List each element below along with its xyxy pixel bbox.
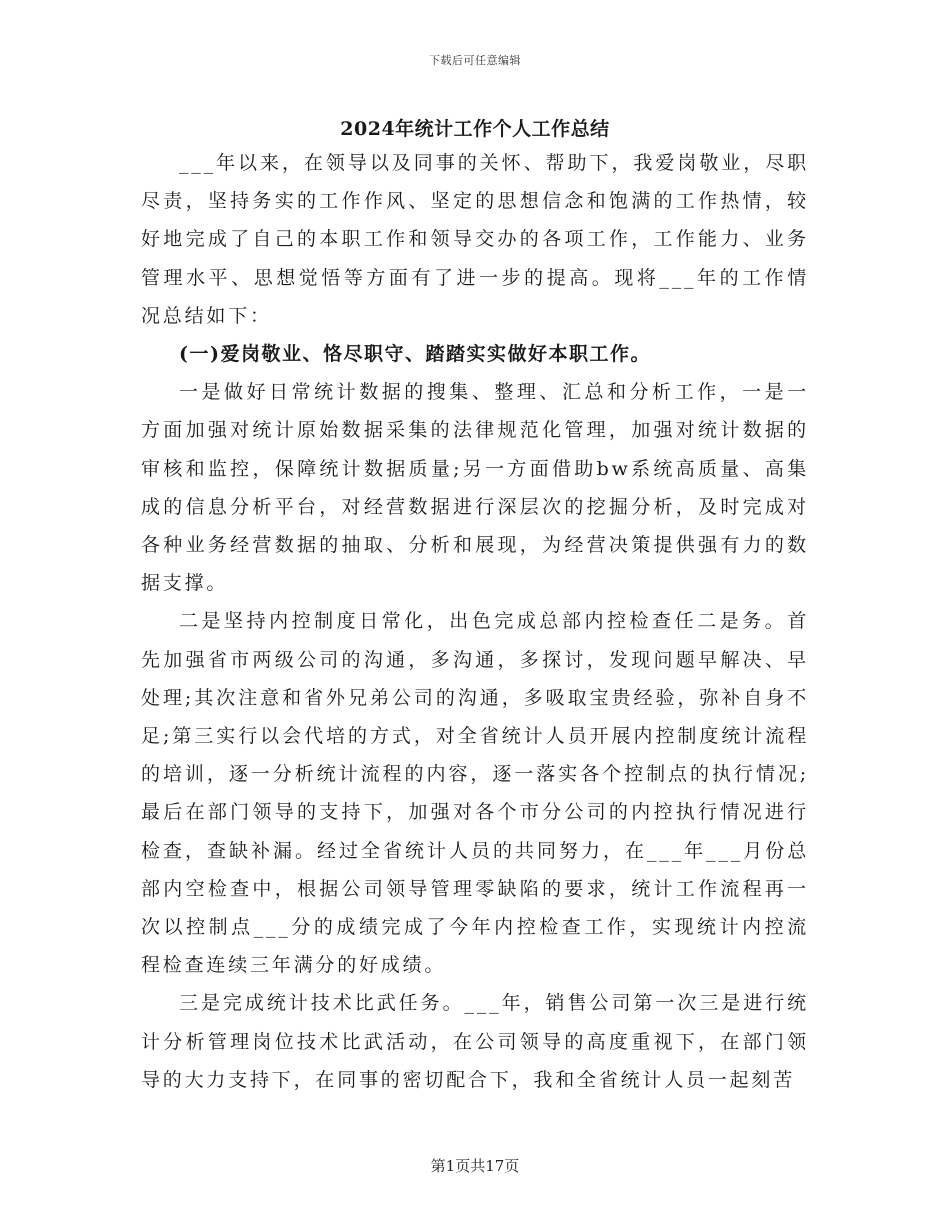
page-number: 第1页共17页 [430,1157,520,1175]
paragraph-intro: ___年以来，在领导以及同事的关怀、帮助下，我爱岗敬业，尽职尽责，坚持务实的工作作风、坚定的思想信念和饱满的工作热情，较好地完成了自己的本职工作和领导交办的各项工作，工作能力、业务管理水平、思想觉悟等方面有了进一步的提高。现将___年的工作情况总结如下： [141,152,809,327]
document-title: 2024年统计工作个人工作总结 [340,118,610,140]
section-heading-1: (一)爱岗敬业、恪尽职守、踏踏实实做好本职工作。 [179,343,651,366]
document-body [141,144,809,1099]
paragraph-item-1: 一是做好日常统计数据的搜集、整理、汇总和分析工作，一是一方面加强对统计原始数据采集的法律规范化管理，加强对统计数据的审核和监控，保障统计数据质量;另一方面借助bw系统高质量、高集成的信息分析平台，对经营数据进行深层次的挖掘分析，及时完成对各种业务经营数据的抽取、分析和展现，为经营决策提供强有力的数据支撑。 [141,381,809,595]
header-note: 下载后可任意编辑 [429,54,521,67]
paragraph-item-2: 二是坚持内控制度日常化，出色完成总部内控检查任二是务。首先加强省市两级公司的沟通，多沟通，多探讨，发现问题早解决、早处理;其次注意和省外兄弟公司的沟通，多吸取宝贵经验，弥补自身不足;第三实行以会代培的方式，对全省统计人员开展内控制度统计流程的培训，逐一分析统计流程的内容，逐一落实各个控制点的执行情况;最后在部门领导的支持下，加强对各个市分公司的内控执行情况进行检查，查缺补漏。经过全省统计人员的共同努力，在___年___月份总部内空检查中，根据公司领导管理零缺陷的要求，统计工作流程再一次以控制点___分的成绩完成了今年内控检查工作，实现统计内控流程检查连续三年满分的好成绩。 [141,610,809,977]
paragraph-item-3: 三是完成统计技术比武任务。___年，销售公司第一次三是进行统计分析管理岗位技术比武活动，在公司领导的高度重视下，在部门领导的大力支持下，在同事的密切配合下，我和全省统计人员一起刻苦 [141,992,809,1091]
